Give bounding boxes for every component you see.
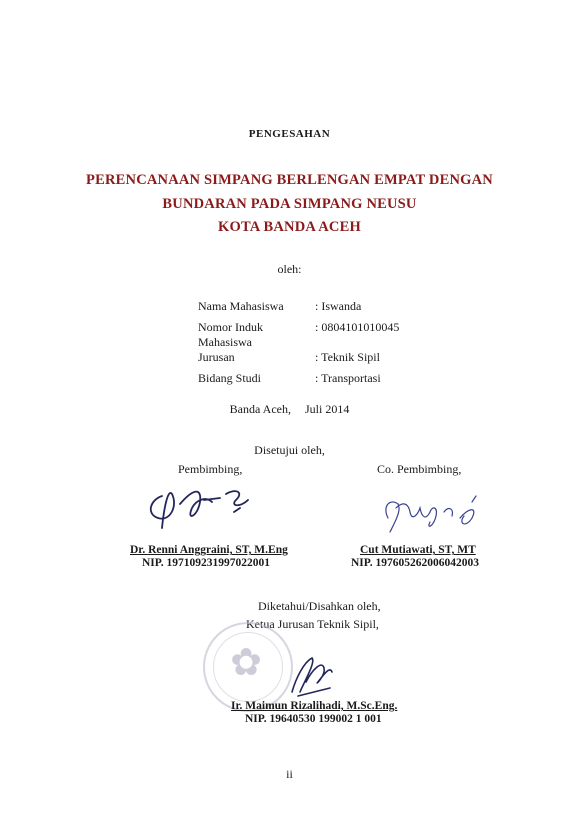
thesis-title-line-1: PERENCANAAN SIMPANG BERLENGAN EMPAT DENGAN bbox=[86, 172, 493, 188]
head-name: Ir. Maimun Rizalihadi, M.Sc.Eng. bbox=[231, 700, 398, 712]
co-supervisor-nip: NIP. 197605262006042003 bbox=[351, 557, 479, 569]
supervisor-nip: NIP. 197109231997022001 bbox=[142, 557, 270, 569]
info-row-nim bbox=[198, 320, 399, 350]
signature-co-supervisor-icon bbox=[368, 478, 488, 544]
info-label: Bidang Studi bbox=[198, 371, 262, 385]
supervisor-name: Dr. Renni Anggraini, ST, M.Eng bbox=[130, 544, 288, 556]
university-emblem-icon: ✿ bbox=[230, 642, 262, 684]
info-row-name bbox=[198, 299, 399, 320]
signature-supervisor-icon bbox=[140, 478, 270, 538]
date-label: Juli 2014 bbox=[304, 402, 350, 416]
student-info-table bbox=[198, 299, 399, 392]
info-row-department bbox=[198, 350, 399, 371]
info-label: Jurusan bbox=[198, 350, 235, 364]
page-heading: PENGESAHAN bbox=[248, 128, 331, 140]
place-label: Banda Aceh, bbox=[229, 402, 291, 416]
info-label: Nomor Induk Mahasiswa bbox=[198, 320, 263, 349]
thesis-title-line-3: KOTA BANDA ACEH bbox=[218, 219, 361, 235]
info-label: Nama Mahasiswa bbox=[198, 299, 284, 313]
by-label: oleh: bbox=[277, 262, 302, 276]
head-role: Ketua Jurusan Teknik Sipil, bbox=[246, 617, 379, 631]
head-nip: NIP. 19640530 199002 1 001 bbox=[245, 713, 382, 725]
supervisor-role: Pembimbing, bbox=[178, 462, 243, 476]
co-supervisor-role: Co. Pembimbing, bbox=[377, 462, 462, 476]
thesis-title-line-2: BUNDARAN PADA SIMPANG NEUSU bbox=[162, 196, 417, 212]
ratified-label: Diketahui/Disahkan oleh, bbox=[258, 599, 381, 613]
info-value: : 0804101010045 bbox=[315, 320, 400, 334]
info-row-field bbox=[198, 371, 399, 392]
co-supervisor-name: Cut Mutiawati, ST, MT bbox=[360, 544, 476, 556]
info-value: : Teknik Sipil bbox=[315, 350, 380, 364]
signature-head-icon bbox=[282, 652, 342, 702]
info-value: : Iswanda bbox=[315, 299, 362, 313]
info-value: : Transportasi bbox=[315, 371, 381, 385]
approved-label: Disetujui oleh, bbox=[254, 443, 325, 457]
place-date bbox=[0, 402, 579, 417]
page-number: ii bbox=[286, 767, 293, 781]
